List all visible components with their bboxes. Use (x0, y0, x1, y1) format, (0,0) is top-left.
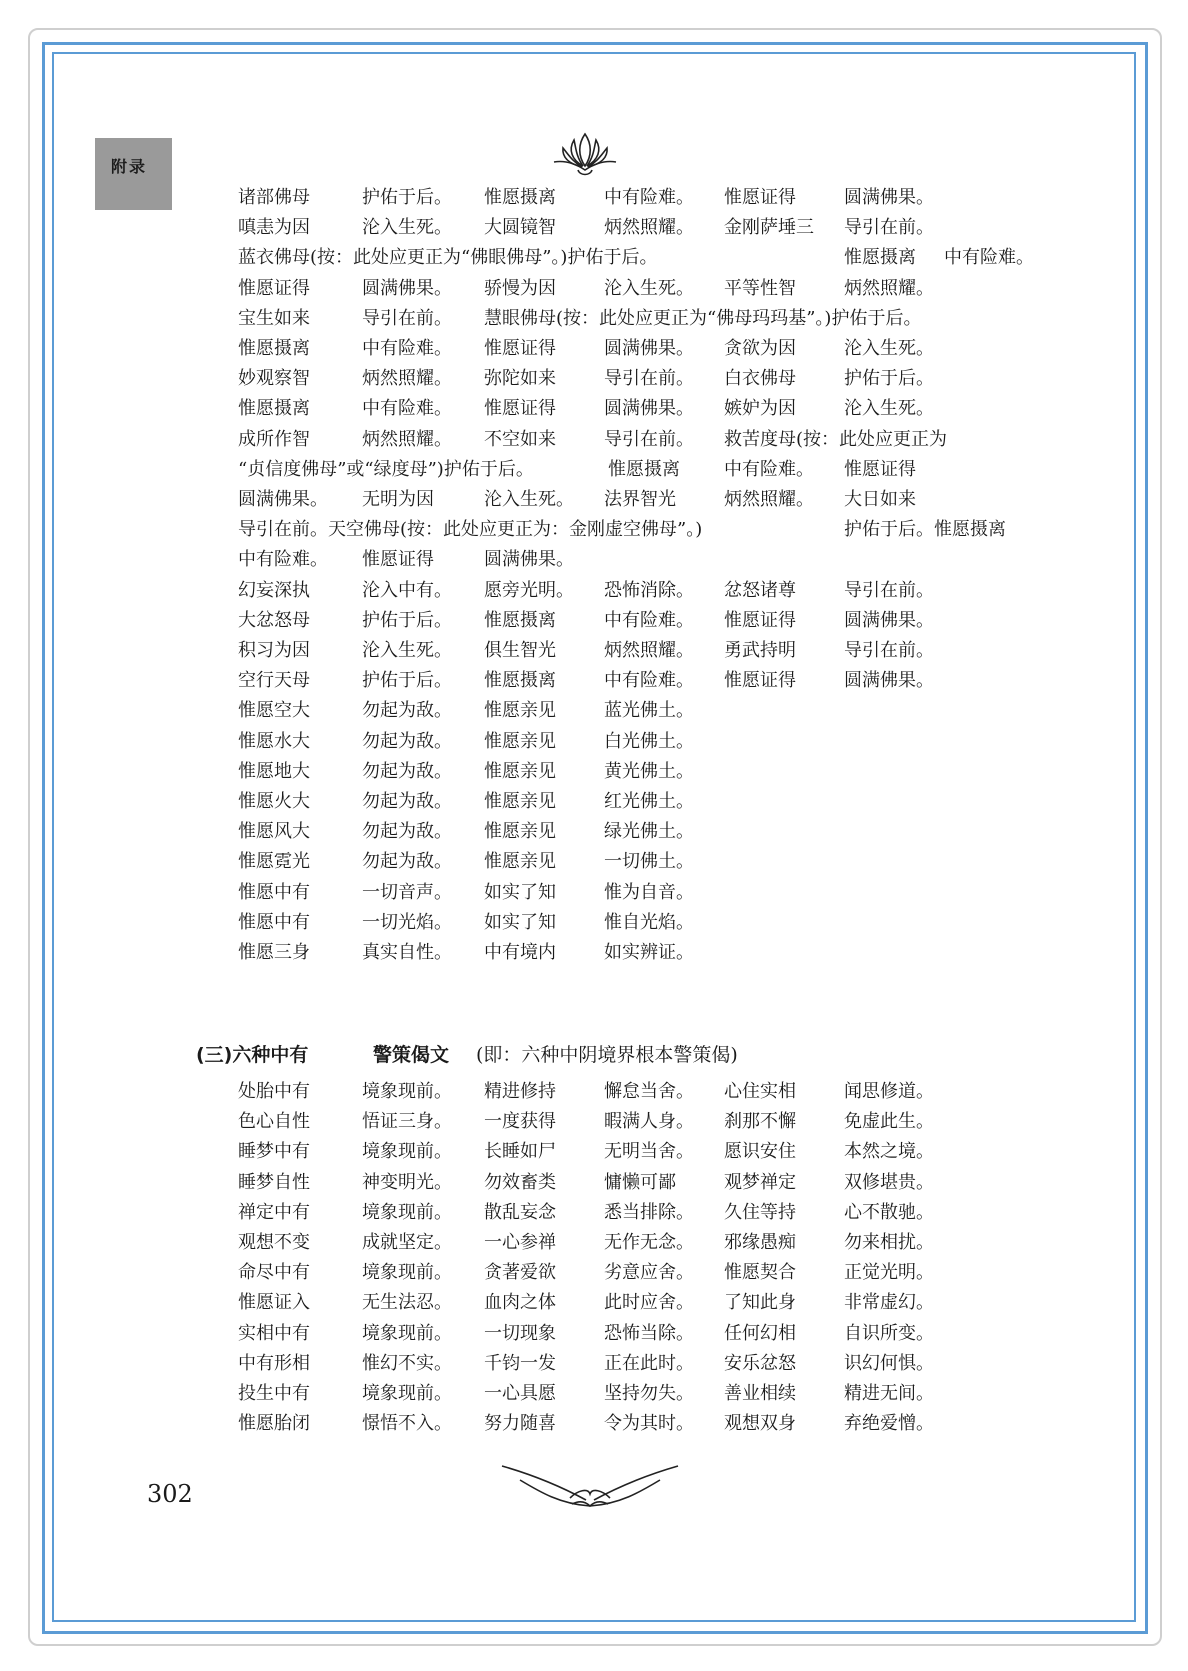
verse-line (0, 1318, 1188, 1350)
verse-phrase: 惟愿摄离 (608, 458, 680, 480)
verse-line (0, 877, 1188, 909)
verse-phrase: 努力随喜 (484, 1413, 556, 1435)
verse-phrase: 绿光佛土。 (604, 821, 694, 843)
verse-phrase: 勿起为敌。 (362, 821, 452, 843)
verse-line (0, 1378, 1188, 1410)
verse-line (0, 333, 1188, 365)
verse-phrase: 愿旁光明。 (484, 579, 574, 601)
verse-phrase: 平等性智 (724, 277, 796, 299)
verse-phrase: 恐怖消除。 (604, 579, 694, 601)
verse-line (0, 605, 1188, 637)
verse-phrase: 护佑于后。惟愿摄离 (844, 519, 1006, 541)
verse-phrase: 俱生智光 (484, 640, 556, 661)
verse-phrase: 一度获得 (484, 1111, 556, 1133)
verse-phrase: 勿起为敌。 (362, 791, 452, 812)
verse-phrase: 实相中有 (238, 1322, 310, 1344)
verse-phrase: 勿起为敌。 (362, 730, 452, 752)
verse-phrase: 导引在前。天空佛母(按：此处应更正为：金刚虚空佛母”。) (238, 519, 703, 541)
verse-phrase: 惟为自音。 (604, 881, 694, 903)
verse-phrase: 惟愿摄离 (484, 670, 556, 692)
verse-phrase: 血肉之体 (484, 1292, 556, 1314)
verse-line (0, 1076, 1188, 1108)
verse-line (0, 635, 1188, 667)
verse-phrase: 惟愿证得 (484, 338, 556, 359)
verse-phrase: 惟愿契合 (724, 1262, 796, 1284)
verse-phrase: 暇满人身。 (604, 1111, 694, 1133)
verse-phrase: 空行天母 (238, 670, 310, 692)
verse-line (0, 544, 1188, 576)
verse-line (0, 1167, 1188, 1199)
verse-phrase: 惟愿地大 (238, 760, 310, 782)
verse-phrase: 无明为因 (362, 489, 434, 510)
verse-phrase: 令为其时。 (604, 1413, 694, 1435)
verse-line (0, 212, 1188, 244)
verse-phrase: 法界智光 (604, 489, 676, 510)
verse-phrase: 沦入中有。 (362, 579, 452, 601)
verse-phrase: 中有险难。 (724, 458, 814, 480)
verse-phrase: 惟愿摄离 (484, 609, 556, 631)
verse-phrase: 中有形相 (238, 1352, 310, 1374)
verse-line (0, 786, 1188, 818)
verse-phrase: 惟愿亲见 (484, 760, 556, 782)
verse-phrase: 精进修持 (484, 1081, 556, 1102)
verse-phrase: 成就坚定。 (362, 1232, 452, 1253)
verse-phrase: 此时应舍。 (604, 1292, 694, 1314)
verse-line (0, 816, 1188, 848)
verse-line (0, 1106, 1188, 1138)
verse-phrase: 圆满佛果。 (604, 338, 694, 359)
verse-phrase: 观想不变 (238, 1232, 310, 1253)
verse-phrase: 沦入生死。 (604, 277, 694, 299)
verse-phrase: 炳然照耀。 (362, 368, 452, 390)
verse-phrase: 导引在前。 (844, 579, 934, 601)
verse-phrase: 安乐忿怒 (724, 1352, 796, 1374)
verse-phrase: 懈怠当舍。 (604, 1081, 694, 1102)
verse-phrase: 正在此时。 (604, 1352, 694, 1374)
verse-phrase: 一心具愿 (484, 1383, 556, 1404)
verse-phrase: 刹那不懈 (724, 1111, 796, 1133)
verse-phrase: 惟愿证得 (238, 277, 310, 299)
verse-phrase: 禅定中有 (238, 1201, 310, 1223)
verse-line (0, 424, 1188, 456)
verse-phrase: 散乱妄念 (484, 1201, 556, 1223)
verse-phrase: 大忿怒母 (238, 609, 310, 631)
verse-phrase: 护佑于后。 (362, 187, 452, 208)
verse-line (0, 907, 1188, 939)
verse-phrase: 悉当排除。 (604, 1201, 694, 1223)
verse-phrase: 一切音声。 (362, 881, 452, 903)
verse-phrase: 非常虚幻。 (844, 1292, 934, 1314)
verse-phrase: 色心自性 (238, 1111, 310, 1133)
verse-phrase: 不空如来 (484, 428, 556, 450)
verse-phrase: 如实辨证。 (604, 942, 694, 963)
verse-phrase: 命尽中有 (238, 1262, 310, 1284)
verse-phrase: 圆满佛果。 (844, 187, 934, 208)
verse-phrase: 中有险难。 (604, 670, 694, 692)
verse-phrase: 圆满佛果。 (844, 609, 934, 631)
verse-phrase: 如实了知 (484, 881, 556, 903)
verse-line (0, 273, 1188, 305)
verse-phrase: 惟愿摄离 (238, 398, 310, 420)
verse-phrase: 境象现前。 (362, 1383, 452, 1404)
verse-phrase: 惟愿亲见 (484, 851, 556, 873)
verse-phrase: 惟愿证得 (724, 187, 796, 208)
verse-phrase: 贪欲为因 (724, 338, 796, 359)
verse-phrase: 无作无念。 (604, 1232, 694, 1253)
verse-phrase: 千钧一发 (484, 1352, 556, 1374)
verse-phrase: 惟愿胎闭 (238, 1413, 310, 1435)
verse-phrase: 勿起为敌。 (362, 851, 452, 873)
verse-phrase: 恐怖当除。 (604, 1322, 694, 1344)
verse-phrase: 大圆镜智 (484, 217, 556, 239)
verse-phrase: 无生法忍。 (362, 1292, 452, 1314)
verse-phrase: 慵懒可鄙 (604, 1171, 676, 1193)
verse-phrase: 惟愿水大 (238, 730, 310, 752)
verse-phrase: 境象现前。 (362, 1081, 452, 1102)
verse-phrase: 圆满佛果。 (238, 489, 328, 510)
verse-phrase: 惟自光焰。 (604, 911, 694, 933)
verse-phrase: 境象现前。 (362, 1201, 452, 1223)
verse-phrase: 无明当舍。 (604, 1141, 694, 1163)
verse-line (0, 1408, 1188, 1440)
verse-phrase: 观梦禅定 (724, 1171, 796, 1193)
verse-phrase: 心不散驰。 (844, 1201, 934, 1223)
verse-phrase: 愿识安住 (724, 1141, 796, 1163)
verse-line (0, 1257, 1188, 1289)
verse-phrase: 惟愿证得 (724, 670, 796, 692)
verse-phrase: 惟愿证得 (362, 549, 434, 571)
verse-phrase: 沦入生死。 (844, 398, 934, 420)
verse-phrase: 蓝衣佛母(按：此处应更正为“佛眼佛母”。)护佑于后。 (238, 247, 658, 269)
verse-phrase: 惟愿摄离 (484, 187, 556, 208)
verse-phrase: 惟愿中有 (238, 911, 310, 933)
verse-phrase: 本然之境。 (844, 1141, 934, 1163)
verse-phrase: 惟愿火大 (238, 791, 310, 812)
verse-phrase: 勿来相扰。 (844, 1232, 934, 1253)
verse-phrase: 惟愿摄离 (844, 247, 916, 269)
verse-phrase: 忿怒诸尊 (724, 579, 796, 601)
verse-phrase: 惟愿亲见 (484, 730, 556, 752)
verse-phrase: 炳然照耀。 (724, 489, 814, 510)
verse-phrase: 一切佛土。 (604, 851, 694, 873)
verse-phrase: 惟愿证得 (844, 458, 916, 480)
verse-phrase: 一切现象 (484, 1322, 556, 1344)
verse-phrase: 惟愿证得 (484, 398, 556, 420)
verse-phrase: 惟愿霓光 (238, 851, 310, 873)
verse-phrase: 导引在前。 (844, 640, 934, 661)
verse-phrase: 慧眼佛母(按：此处应更正为“佛母玛玛基”。)护佑于后。 (484, 307, 922, 329)
verse-phrase: 坚持勿失。 (604, 1383, 694, 1404)
verse-line (0, 454, 1188, 486)
verse-phrase: 勿起为敌。 (362, 760, 452, 782)
verse-phrase: 炳然照耀。 (362, 428, 452, 450)
verse-line (0, 1136, 1188, 1168)
verse-phrase: 惟愿证入 (238, 1292, 310, 1314)
verse-phrase: 处胎中有 (238, 1081, 310, 1102)
verse-line (0, 846, 1188, 878)
verse-phrase: 憬悟不入。 (362, 1413, 452, 1435)
verse-phrase: 黄光佛土。 (604, 760, 694, 782)
appendix-badge-label: 附录 (111, 157, 148, 176)
page-number: 302 (147, 1480, 193, 1508)
verse-phrase: 炳然照耀。 (844, 277, 934, 299)
verse-phrase: 睡梦中有 (238, 1141, 310, 1163)
verse-line (0, 695, 1188, 727)
verse-phrase: 沦入生死。 (844, 338, 934, 359)
section-heading-note: (即：六种中阴境界根本警策偈) (476, 1044, 738, 1066)
verse-phrase: 导引在前。 (604, 428, 694, 450)
verse-phrase: 白光佛土。 (604, 730, 694, 752)
verse-phrase: 沦入生死。 (362, 217, 452, 239)
verse-phrase: 中有险难。 (604, 609, 694, 631)
verse-line (0, 484, 1188, 516)
verse-phrase: 中有险难。 (362, 398, 452, 420)
verse-phrase: 境象现前。 (362, 1322, 452, 1344)
verse-phrase: 惟愿摄离 (238, 338, 310, 359)
verse-phrase: 闻思修道。 (844, 1081, 934, 1102)
verse-phrase: 久住等持 (724, 1201, 796, 1223)
verse-phrase: 劣意应舍。 (604, 1262, 694, 1284)
verse-phrase: 境象现前。 (362, 1262, 452, 1284)
verse-phrase: 护佑于后。 (362, 670, 452, 692)
verse-phrase: 嗔恚为因 (238, 217, 310, 239)
verse-line (0, 363, 1188, 395)
verse-phrase: 妙观察智 (238, 368, 310, 390)
verse-phrase: 观想双身 (724, 1413, 796, 1435)
verse-phrase: 善业相续 (724, 1383, 796, 1404)
verse-phrase: 导引在前。 (844, 217, 934, 239)
verse-phrase: 勿起为敌。 (362, 700, 452, 722)
verse-line (0, 182, 1188, 214)
verse-phrase: 白衣佛母 (724, 368, 796, 390)
verse-phrase: 宝生如来 (238, 307, 310, 329)
verse-phrase: 中有险难。 (944, 247, 1034, 269)
verse-phrase: 幻妄深执 (238, 579, 310, 601)
verse-phrase: 投生中有 (238, 1383, 310, 1404)
verse-phrase: 导引在前。 (604, 368, 694, 390)
verse-phrase: 惟愿空大 (238, 700, 310, 722)
verse-phrase: 心住实相 (724, 1081, 796, 1102)
verse-phrase: 如实了知 (484, 911, 556, 933)
verse-phrase: 中有险难。 (238, 549, 328, 571)
verse-phrase: 中有险难。 (604, 187, 694, 208)
verse-phrase: 任何幻相 (724, 1322, 796, 1344)
verse-line (0, 1287, 1188, 1319)
verse-line (0, 1348, 1188, 1380)
verse-phrase: 圆满佛果。 (362, 277, 452, 299)
verse-line (0, 726, 1188, 758)
verse-phrase: 大日如来 (844, 489, 916, 510)
verse-phrase: 一切光焰。 (362, 911, 452, 933)
verse-line (0, 756, 1188, 788)
verse-phrase: 真实自性。 (362, 942, 452, 963)
verse-line (0, 242, 1188, 274)
verse-phrase: 成所作智 (238, 428, 310, 450)
verse-phrase: 境象现前。 (362, 1141, 452, 1163)
verse-phrase: 蓝光佛土。 (604, 700, 694, 722)
verse-phrase: 神变明光。 (362, 1171, 452, 1193)
verse-phrase: 诸部佛母 (238, 187, 310, 208)
section-heading-title: (三)六种中有 (196, 1044, 309, 1066)
verse-phrase: 长睡如尸 (484, 1141, 556, 1163)
verse-phrase: 勇武持明 (724, 640, 796, 661)
verse-phrase: 惟愿亲见 (484, 821, 556, 843)
verse-phrase: 免虚此生。 (844, 1111, 934, 1133)
verse-phrase: 沦入生死。 (362, 640, 452, 661)
verse-line (0, 1197, 1188, 1229)
verse-phrase: 惟愿风大 (238, 821, 310, 843)
verse-phrase: 精进无间。 (844, 1383, 934, 1404)
verse-phrase: 了知此身 (724, 1292, 796, 1314)
verse-phrase: 正觉光明。 (844, 1262, 934, 1284)
section-heading-subtitle: 警策偈文 (373, 1044, 450, 1066)
verse-phrase: 弃绝爱憎。 (844, 1413, 934, 1435)
verse-phrase: 嫉妒为因 (724, 398, 796, 420)
verse-phrase: 圆满佛果。 (604, 398, 694, 420)
verse-phrase: 骄慢为因 (484, 277, 556, 299)
verse-phrase: 积习为因 (238, 640, 310, 661)
verse-line (0, 303, 1188, 335)
verse-line (0, 393, 1188, 425)
verse-phrase: 护佑于后。 (844, 368, 934, 390)
verse-phrase: 红光佛土。 (604, 791, 694, 812)
verse-phrase: 惟愿中有 (238, 881, 310, 903)
verse-phrase: 导引在前。 (362, 307, 452, 329)
verse-line (0, 937, 1188, 969)
verse-phrase: 沦入生死。 (484, 489, 574, 510)
folded-hands-ornament-icon (500, 1460, 680, 1512)
verse-line (0, 575, 1188, 607)
verse-phrase: 识幻何惧。 (844, 1352, 934, 1374)
verse-phrase: 弥陀如来 (484, 368, 556, 390)
verse-phrase: 救苦度母(按：此处应更正为 (724, 428, 948, 450)
verse-line (0, 514, 1188, 546)
verse-phrase: 中有境内 (484, 942, 556, 963)
verse-phrase: “贞信度佛母”或“绿度母”)护佑于后。 (238, 458, 534, 480)
verse-phrase: 炳然照耀。 (604, 640, 694, 661)
verse-phrase: 金刚萨埵三 (724, 217, 814, 239)
verse-phrase: 护佑于后。 (362, 609, 452, 631)
section-heading (196, 1040, 738, 1067)
verse-phrase: 惟幻不实。 (362, 1352, 452, 1374)
verse-phrase: 中有险难。 (362, 338, 452, 359)
verse-phrase: 惟愿亲见 (484, 700, 556, 722)
lotus-ornament-icon (550, 126, 620, 178)
verse-phrase: 睡梦自性 (238, 1171, 310, 1193)
verse-phrase: 邪缘愚痴 (724, 1232, 796, 1253)
verse-phrase: 贪著爱欲 (484, 1262, 556, 1284)
verse-phrase: 炳然照耀。 (604, 217, 694, 239)
verse-phrase: 圆满佛果。 (844, 670, 934, 692)
verse-phrase: 惟愿三身 (238, 942, 310, 963)
verse-phrase: 勿效畜类 (484, 1171, 556, 1193)
verse-phrase: 双修堪贵。 (844, 1171, 934, 1193)
verse-phrase: 一心参禅 (484, 1232, 556, 1253)
verse-phrase: 圆满佛果。 (484, 549, 574, 571)
verse-phrase: 惟愿亲见 (484, 791, 556, 812)
verse-line (0, 1227, 1188, 1259)
header-rule (170, 142, 1170, 160)
verse-phrase: 惟愿证得 (724, 609, 796, 631)
verse-line (0, 665, 1188, 697)
verse-phrase: 自识所变。 (844, 1322, 934, 1344)
verse-phrase: 悟证三身。 (362, 1111, 452, 1133)
